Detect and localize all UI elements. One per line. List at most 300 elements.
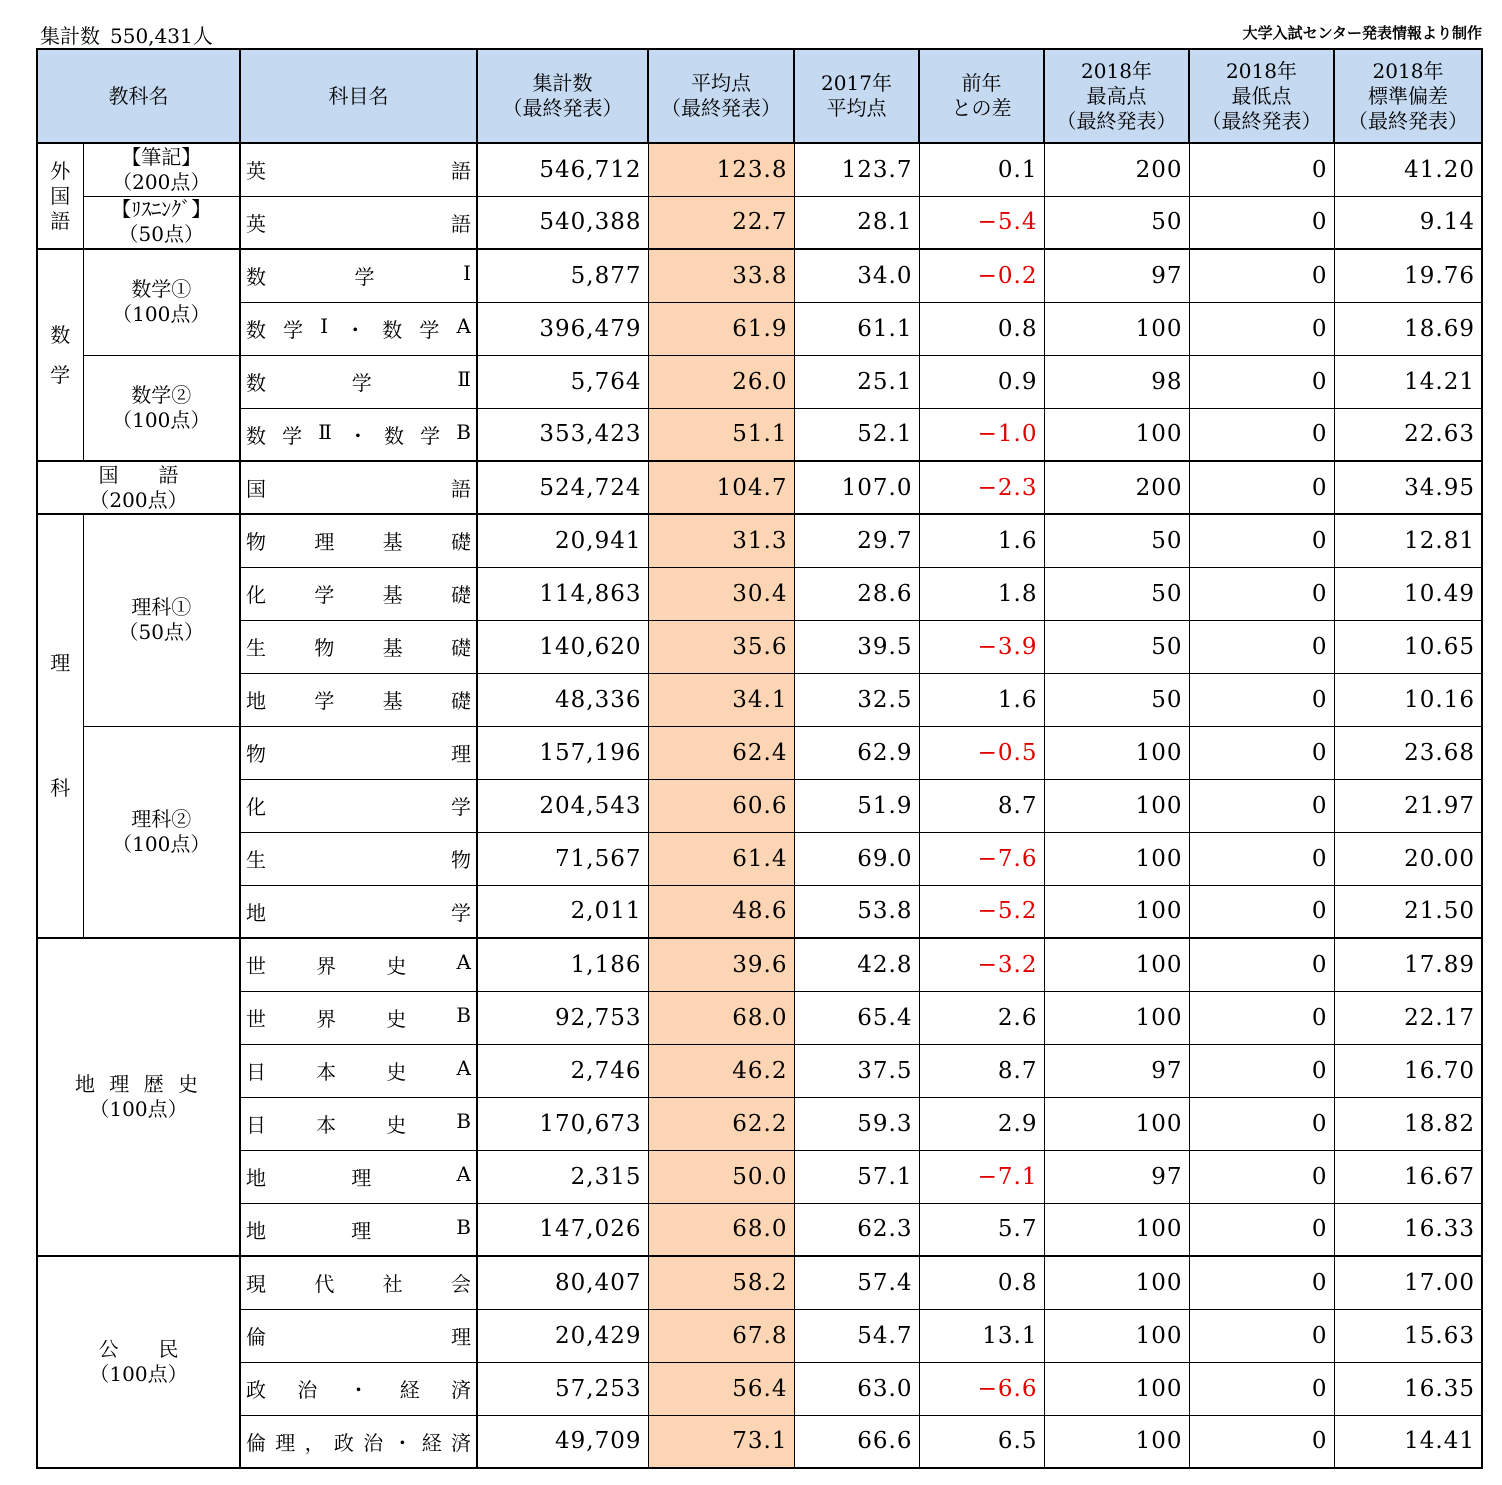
category-written-line: 【筆記】 — [121, 144, 202, 169]
cell-avg: 68.0 — [648, 1203, 794, 1256]
table-row — [37, 779, 1482, 832]
cell-diff: 6.5 — [919, 1415, 1044, 1468]
cell-count: 5,877 — [477, 249, 648, 302]
subject-char: 済 — [451, 1378, 471, 1402]
subject-char: 界 — [316, 954, 337, 979]
cell-diff: −7.1 — [919, 1150, 1044, 1203]
category-foreign-language — [37, 143, 83, 249]
subject-char: Ⅱ — [457, 367, 471, 391]
table-row — [37, 1362, 1482, 1415]
category-civics-line: 公 民 — [98, 1337, 179, 1361]
cell-min: 0 — [1189, 461, 1334, 514]
cell-diff: −0.2 — [919, 249, 1044, 302]
subject-name — [240, 1150, 477, 1203]
subject-char: Ⅱ — [318, 419, 332, 444]
cell-diff: 2.6 — [919, 991, 1044, 1044]
subject-name — [240, 196, 477, 249]
cell-diff: 5.7 — [919, 1203, 1044, 1256]
subject-name — [240, 514, 477, 567]
category-science-2-line: （100点） — [112, 831, 211, 856]
cell-diff: −0.5 — [919, 726, 1044, 779]
table-row — [37, 1256, 1482, 1309]
table-row — [37, 408, 1482, 461]
cell-sd: 10.49 — [1334, 567, 1482, 620]
cell-count: 140,620 — [477, 620, 648, 673]
subject-char: 経 — [399, 1378, 420, 1402]
cell-avg2017: 123.7 — [794, 143, 919, 196]
subject-name — [240, 1203, 477, 1256]
cell-avg2017: 69.0 — [794, 832, 919, 885]
cell-max: 100 — [1044, 938, 1189, 991]
cell-sd: 41.20 — [1334, 143, 1482, 196]
cell-diff: −3.9 — [919, 620, 1044, 673]
cell-count: 92,753 — [477, 991, 648, 1044]
table-row — [37, 1097, 1482, 1150]
subject-char: 学 — [451, 795, 471, 819]
cell-diff: −2.3 — [919, 461, 1044, 514]
subject-name — [240, 938, 477, 991]
cell-count: 170,673 — [477, 1097, 648, 1150]
table-row — [37, 143, 1482, 196]
cell-sd: 17.89 — [1334, 938, 1482, 991]
cell-avg: 50.0 — [648, 1150, 794, 1203]
cell-sd: 16.67 — [1334, 1150, 1482, 1203]
category-japanese-line: （200点） — [89, 487, 188, 512]
subject-name — [240, 1044, 477, 1097]
cell-min: 0 — [1189, 1203, 1334, 1256]
subject-name — [240, 673, 477, 726]
subject-char: B — [456, 1109, 471, 1133]
cell-count: 49,709 — [477, 1415, 648, 1468]
cell-min: 0 — [1189, 1309, 1334, 1362]
cell-avg: 34.1 — [648, 673, 794, 726]
cell-max: 97 — [1044, 1044, 1189, 1097]
subject-char: 界 — [316, 1007, 337, 1031]
cell-avg2017: 28.6 — [794, 567, 919, 620]
header-avg: 平均点 （最終発表） — [648, 49, 794, 143]
cell-avg: 58.2 — [648, 1256, 794, 1309]
cell-sd: 22.63 — [1334, 408, 1482, 461]
subject-char: B — [456, 1003, 471, 1027]
cell-avg2017: 59.3 — [794, 1097, 919, 1150]
category-math-2 — [83, 355, 240, 461]
category-math-2-line: （100点） — [112, 407, 211, 432]
subject-char: 地 — [246, 689, 266, 713]
cell-avg: 31.3 — [648, 514, 794, 567]
table-row — [37, 832, 1482, 885]
cell-avg: 67.8 — [648, 1309, 794, 1362]
cell-avg: 51.1 — [648, 408, 794, 461]
category-science-1-line: 理科① — [131, 595, 192, 620]
category-japanese-line: 国 語 — [98, 462, 179, 487]
subject-char: 基 — [382, 530, 403, 555]
category-science-1-line: （50点） — [118, 620, 204, 645]
cell-avg: 46.2 — [648, 1044, 794, 1097]
subject-char: 物 — [246, 530, 266, 555]
header-count: 集計数 （最終発表） — [477, 49, 648, 143]
table-row — [37, 726, 1482, 779]
cell-avg2017: 25.1 — [794, 355, 919, 408]
cell-max: 200 — [1044, 461, 1189, 514]
table-row — [37, 567, 1482, 620]
subject-char: 基 — [382, 583, 403, 607]
cell-min: 0 — [1189, 143, 1334, 196]
category-science-1 — [83, 514, 240, 726]
cell-max: 100 — [1044, 779, 1189, 832]
category-listening-line: （50点） — [118, 222, 204, 247]
cell-diff: −7.6 — [919, 832, 1044, 885]
subject-char: 学 — [314, 689, 335, 713]
subject-char: 生 — [246, 636, 266, 660]
cell-sd: 16.33 — [1334, 1203, 1482, 1256]
category-listening — [83, 196, 240, 249]
subject-char: 現 — [246, 1272, 266, 1297]
subject-char: B — [456, 419, 471, 444]
cell-sd: 17.00 — [1334, 1256, 1482, 1309]
subject-char: B — [456, 1214, 471, 1239]
cell-avg2017: 29.7 — [794, 514, 919, 567]
cell-avg2017: 32.5 — [794, 673, 919, 726]
subject-char: 物 — [451, 848, 471, 872]
cell-avg: 56.4 — [648, 1362, 794, 1415]
cell-diff: −5.2 — [919, 885, 1044, 938]
results-table — [36, 48, 1483, 1469]
cell-avg: 26.0 — [648, 355, 794, 408]
subject-name — [240, 408, 477, 461]
cell-avg2017: 54.7 — [794, 1309, 919, 1362]
header-avg2017: 2017年 平均点 — [794, 49, 919, 143]
cell-diff: 8.7 — [919, 779, 1044, 832]
subject-name — [240, 302, 477, 355]
category-science-line: 理 — [50, 651, 71, 675]
table-row — [37, 1309, 1482, 1362]
category-geography-history-line: （100点） — [89, 1097, 188, 1121]
cell-max: 100 — [1044, 1362, 1189, 1415]
subject-char: A — [456, 1056, 471, 1080]
cell-count: 546,712 — [477, 143, 648, 196]
cell-avg2017: 66.6 — [794, 1415, 919, 1468]
cell-max: 98 — [1044, 355, 1189, 408]
header-subject: 科目名 — [240, 49, 477, 143]
subject-name — [240, 1415, 477, 1468]
cell-max: 97 — [1044, 1150, 1189, 1203]
total-count-value: 550,431人 — [110, 24, 213, 48]
subject-char: 学 — [314, 583, 335, 607]
category-geography-history — [37, 938, 240, 1256]
subject-char: 語 — [451, 211, 471, 236]
cell-avg: 22.7 — [648, 196, 794, 249]
cell-sd: 34.95 — [1334, 461, 1482, 514]
cell-max: 100 — [1044, 302, 1189, 355]
cell-count: 57,253 — [477, 1362, 648, 1415]
cell-avg2017: 52.1 — [794, 408, 919, 461]
header-max: 2018年 最高点 （最終発表） — [1044, 49, 1189, 143]
subject-name — [240, 991, 477, 1044]
cell-sd: 16.70 — [1334, 1044, 1482, 1097]
cell-avg2017: 63.0 — [794, 1362, 919, 1415]
cell-min: 0 — [1189, 832, 1334, 885]
category-foreign-language-line: 外 — [50, 158, 71, 183]
category-science-2 — [83, 726, 240, 938]
table-row — [37, 355, 1482, 408]
subject-name — [240, 143, 477, 196]
subject-char: Ⅰ — [320, 314, 329, 338]
cell-max: 100 — [1044, 885, 1189, 938]
cell-avg: 62.2 — [648, 1097, 794, 1150]
cell-count: 114,863 — [477, 567, 648, 620]
subject-char: 治 — [297, 1378, 318, 1402]
cell-min: 0 — [1189, 726, 1334, 779]
subject-name — [240, 832, 477, 885]
subject-char: A — [456, 314, 471, 338]
cell-max: 50 — [1044, 514, 1189, 567]
category-math — [37, 249, 83, 461]
cell-avg: 61.4 — [648, 832, 794, 885]
cell-diff: −3.2 — [919, 938, 1044, 991]
cell-count: 20,429 — [477, 1309, 648, 1362]
cell-sd: 14.21 — [1334, 355, 1482, 408]
subject-char: 政 — [333, 1430, 354, 1455]
cell-avg2017: 62.3 — [794, 1203, 919, 1256]
cell-sd: 20.00 — [1334, 832, 1482, 885]
subject-char: 基 — [382, 636, 403, 660]
cell-sd: 22.17 — [1334, 991, 1482, 1044]
category-science-2-line: 理科② — [131, 806, 192, 831]
subject-name — [240, 1256, 477, 1309]
cell-min: 0 — [1189, 885, 1334, 938]
subject-char: 礎 — [450, 636, 471, 660]
category-science — [37, 514, 83, 938]
cell-sd: 12.81 — [1334, 514, 1482, 567]
header-diff: 前年 との差 — [919, 49, 1044, 143]
table-row — [37, 1203, 1482, 1256]
header-category: 教科名 — [37, 49, 240, 143]
subject-char: 地 — [246, 1218, 266, 1243]
subject-char: 学 — [351, 371, 372, 395]
cell-count: 204,543 — [477, 779, 648, 832]
subject-name — [240, 779, 477, 832]
cell-count: 1,186 — [477, 938, 648, 991]
subject-char: 英 — [246, 159, 266, 184]
cell-min: 0 — [1189, 1044, 1334, 1097]
cell-count: 540,388 — [477, 196, 648, 249]
category-civics-line: （100点） — [89, 1362, 188, 1386]
subject-char: 数 — [246, 371, 266, 395]
subject-char: ， — [304, 1430, 325, 1455]
total-count-label — [40, 20, 213, 49]
cell-max: 50 — [1044, 196, 1189, 249]
category-math-1-line: （100点） — [112, 302, 211, 327]
cell-avg2017: 37.5 — [794, 1044, 919, 1097]
cell-sd: 14.41 — [1334, 1415, 1482, 1468]
source-note: 大学入試センター発表情報より制作 — [1242, 24, 1482, 42]
cell-count: 396,479 — [477, 302, 648, 355]
cell-avg2017: 34.0 — [794, 249, 919, 302]
cell-sd: 21.50 — [1334, 885, 1482, 938]
category-math-1-line: 数学① — [131, 277, 192, 302]
cell-min: 0 — [1189, 620, 1334, 673]
subject-char: 日 — [246, 1113, 266, 1137]
cell-min: 0 — [1189, 1150, 1334, 1203]
subject-name — [240, 620, 477, 673]
subject-char: 学 — [451, 900, 471, 925]
subject-char: 本 — [316, 1060, 337, 1084]
cell-sd: 23.68 — [1334, 726, 1482, 779]
subject-char: 社 — [382, 1272, 403, 1297]
cell-sd: 19.76 — [1334, 249, 1482, 302]
subject-name — [240, 355, 477, 408]
category-japanese — [37, 461, 240, 514]
cell-count: 2,011 — [477, 885, 648, 938]
cell-avg2017: 65.4 — [794, 991, 919, 1044]
cell-min: 0 — [1189, 779, 1334, 832]
subject-char: A — [456, 1162, 471, 1186]
cell-count: 147,026 — [477, 1203, 648, 1256]
category-civics — [37, 1256, 240, 1468]
cell-sd: 16.35 — [1334, 1362, 1482, 1415]
category-science-line: 科 — [50, 776, 71, 800]
total-count-title: 集計数 — [40, 24, 100, 48]
subject-char: 経 — [421, 1430, 442, 1455]
cell-diff: −1.0 — [919, 408, 1044, 461]
cell-count: 20,941 — [477, 514, 648, 567]
subject-char: 基 — [382, 689, 403, 713]
category-math-line: 数 — [50, 322, 71, 347]
subject-char: 数 — [382, 318, 403, 342]
subject-char: 理 — [351, 1166, 372, 1190]
cell-min: 0 — [1189, 1415, 1334, 1468]
cell-max: 200 — [1044, 143, 1189, 196]
cell-max: 100 — [1044, 991, 1189, 1044]
subject-char: 史 — [386, 1113, 407, 1137]
subject-char: 倫 — [246, 1325, 266, 1349]
subject-char: 物 — [314, 636, 335, 660]
cell-count: 2,746 — [477, 1044, 648, 1097]
subject-char: 学 — [419, 318, 440, 342]
cell-sd: 18.82 — [1334, 1097, 1482, 1150]
cell-diff: 1.6 — [919, 673, 1044, 726]
subject-char: 化 — [246, 795, 266, 819]
table-row — [37, 673, 1482, 726]
subject-char: 史 — [386, 1007, 407, 1031]
subject-char: 礎 — [450, 689, 471, 713]
subject-char: 数 — [384, 423, 405, 448]
table-row — [37, 514, 1482, 567]
subject-name — [240, 1309, 477, 1362]
subject-char: 英 — [246, 211, 266, 236]
cell-max: 50 — [1044, 620, 1189, 673]
cell-diff: 8.7 — [919, 1044, 1044, 1097]
subject-char: 地 — [246, 900, 266, 925]
category-math-line: 学 — [50, 362, 71, 387]
subject-name — [240, 1097, 477, 1150]
cell-min: 0 — [1189, 673, 1334, 726]
cell-min: 0 — [1189, 1256, 1334, 1309]
cell-avg: 48.6 — [648, 885, 794, 938]
subject-char: A — [456, 950, 471, 975]
subject-char: 会 — [450, 1272, 471, 1297]
cell-avg: 30.4 — [648, 567, 794, 620]
cell-sd: 10.16 — [1334, 673, 1482, 726]
cell-diff: 0.8 — [919, 302, 1044, 355]
subject-char: 語 — [451, 477, 471, 501]
cell-min: 0 — [1189, 514, 1334, 567]
cell-sd: 21.97 — [1334, 779, 1482, 832]
cell-min: 0 — [1189, 302, 1334, 355]
table-row — [37, 249, 1482, 302]
subject-char: 史 — [386, 1060, 407, 1084]
cell-avg: 73.1 — [648, 1415, 794, 1468]
subject-char: 本 — [316, 1113, 337, 1137]
cell-diff: 1.6 — [919, 514, 1044, 567]
cell-max: 100 — [1044, 1203, 1189, 1256]
header-min: 2018年 最低点 （最終発表） — [1189, 49, 1334, 143]
cell-avg: 33.8 — [648, 249, 794, 302]
subject-char: 数 — [246, 265, 266, 290]
cell-max: 100 — [1044, 726, 1189, 779]
cell-diff: 13.1 — [919, 1309, 1044, 1362]
cell-avg: 62.4 — [648, 726, 794, 779]
cell-min: 0 — [1189, 355, 1334, 408]
table-row — [37, 991, 1482, 1044]
subject-char: ・ — [392, 1430, 413, 1455]
subject-char: 理 — [451, 742, 471, 766]
cell-avg2017: 62.9 — [794, 726, 919, 779]
table-row — [37, 461, 1482, 514]
cell-min: 0 — [1189, 567, 1334, 620]
cell-count: 353,423 — [477, 408, 648, 461]
category-written-line: （200点） — [112, 169, 211, 194]
cell-avg2017: 51.9 — [794, 779, 919, 832]
cell-min: 0 — [1189, 408, 1334, 461]
cell-diff: −5.4 — [919, 196, 1044, 249]
cell-avg2017: 53.8 — [794, 885, 919, 938]
cell-min: 0 — [1189, 249, 1334, 302]
subject-char: 世 — [246, 1007, 266, 1031]
cell-sd: 18.69 — [1334, 302, 1482, 355]
subject-char: 化 — [246, 583, 266, 607]
cell-diff: 0.8 — [919, 1256, 1044, 1309]
cell-max: 100 — [1044, 1256, 1189, 1309]
subject-char: 数 — [246, 318, 266, 342]
subject-name — [240, 885, 477, 938]
subject-char: Ⅰ — [463, 261, 471, 286]
cell-min: 0 — [1189, 196, 1334, 249]
subject-char: ・ — [345, 318, 366, 342]
cell-sd: 9.14 — [1334, 196, 1482, 249]
cell-max: 100 — [1044, 1097, 1189, 1150]
cell-max: 100 — [1044, 1415, 1189, 1468]
subject-char: 物 — [246, 742, 266, 766]
table-row — [37, 1415, 1482, 1468]
category-foreign-language-line: 語 — [50, 208, 71, 233]
category-geography-history-line: 地 理 歴 史 — [74, 1072, 203, 1096]
category-written — [83, 143, 240, 196]
cell-count: 157,196 — [477, 726, 648, 779]
cell-max: 97 — [1044, 249, 1189, 302]
cell-min: 0 — [1189, 1362, 1334, 1415]
cell-count: 80,407 — [477, 1256, 648, 1309]
subject-char: 倫 — [246, 1430, 266, 1455]
cell-max: 100 — [1044, 832, 1189, 885]
cell-avg2017: 57.4 — [794, 1256, 919, 1309]
subject-char: 生 — [246, 848, 266, 872]
subject-char: 国 — [246, 477, 266, 501]
table-row — [37, 1044, 1482, 1097]
table-row — [37, 196, 1482, 249]
subject-char: 語 — [451, 159, 471, 184]
cell-avg2017: 28.1 — [794, 196, 919, 249]
